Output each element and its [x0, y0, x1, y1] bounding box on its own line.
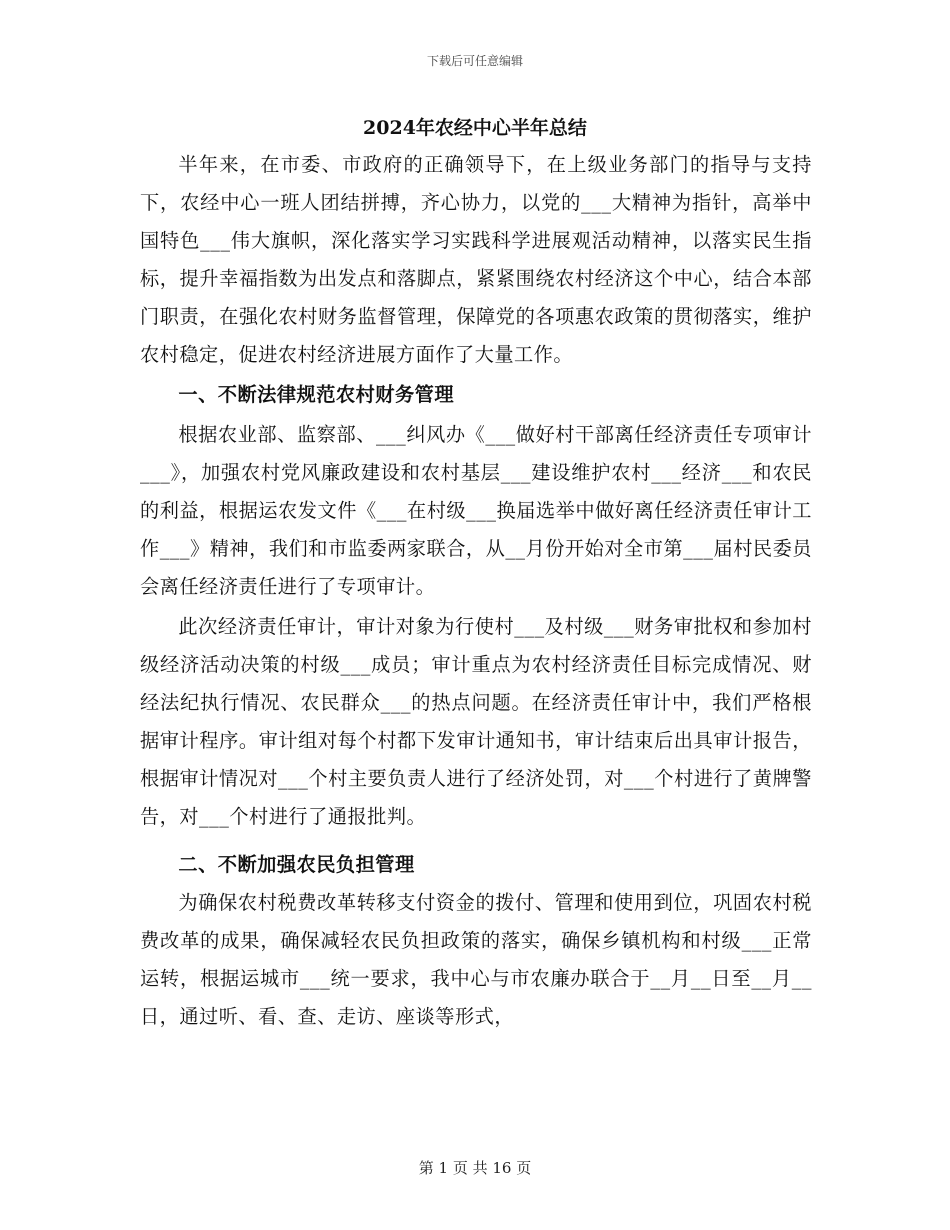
section-heading-1: 一、不断法律规范农村财务管理: [178, 383, 455, 406]
section-heading-2: 二、不断加强农民负担管理: [178, 853, 415, 876]
section1-paragraph-2: 此次经济责任审计，审计对象为行使村___及村级___财务审批权和参加村级经济活动决策的村级___成员；审计重点为农村经济责任目标完成情况、财经法纪执行情况、农民群众___的热点问题。在经济责任审计中，我们严格根据审计程序。审计组对每个村都下发审计通知书，审计结束后出具审计报告，根据审计情况对___个村主要负责人进行了经济处罚，对___个村进行了黄牌警告，对___个村进行了通报批判。: [140, 615, 812, 828]
page-number: 第 1 页 共 16 页: [418, 1159, 532, 1177]
intro-paragraph: 半年来，在市委、市政府的正确领导下，在上级业务部门的指导与支持下，农经中心一班人团结拼搏，齐心协力，以党的___大精神为指针，高举中国特色___伟大旗帜，深化落实学习实践科学进展观活动精神，以落实民生指标，提升幸福指数为出发点和落脚点，紧紧围绕农村经济这个中心，结合本部门职责，在强化农村财务监督管理，保障党的各项惠农政策的贯彻落实，维护农村稳定，促进农村经济进展方面作了大量工作。: [140, 153, 812, 366]
section2-paragraph-1: 为确保农村税费改革转移支付资金的拨付、管理和使用到位，巩固农村税费改革的成果，确保减轻农民负担政策的落实，确保乡镇机构和村级___正常运转，根据运城市___统一要求，我中心与市农廉办联合于__月__日至__月__日，通过听、看、查、走访、座谈等形式，: [140, 891, 812, 1028]
page-header: 下载后可任意编辑: [426, 54, 523, 68]
section1-paragraph-1: 根据农业部、监察部、___纠风办《___做好村干部离任经济责任专项审计___》，加强农村党风廉政建设和农村基层___建设维护农村___经济___和农民的利益，根据运农发文件《___在村级___换届选举中做好离任经济责任审计工作___》精神，我们和市监委两家联合，从__月份开始对全市第___届村民委员会离任经济责任进行了专项审计。: [140, 423, 812, 598]
document-title: 2024年农经中心半年总结: [363, 117, 587, 139]
document-body: [140, 146, 812, 1036]
